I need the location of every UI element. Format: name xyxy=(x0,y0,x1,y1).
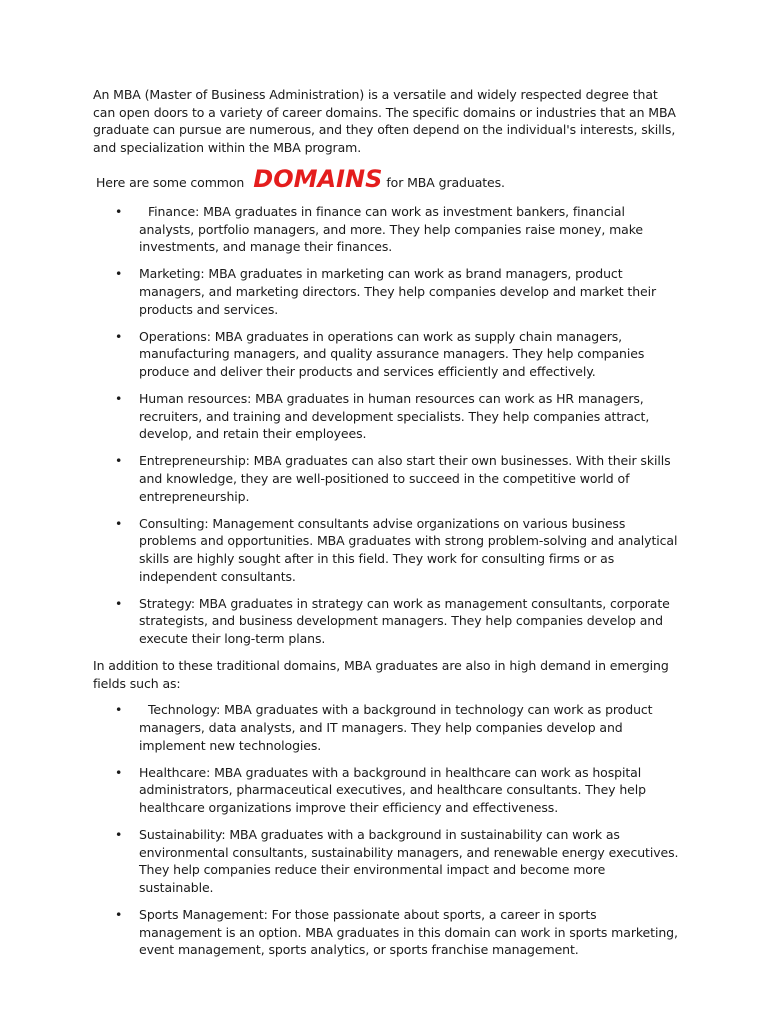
list-item-strategy xyxy=(93,595,683,648)
list-item-entrepreneurship xyxy=(93,452,683,505)
bullet-icon: • xyxy=(115,391,123,407)
list-item-technology xyxy=(93,701,683,754)
bullet-icon: • xyxy=(115,203,123,219)
lead-text-before: Here are some common xyxy=(96,175,245,191)
list-item-text: Human resources: MBA graduates in human resources can work as HR managers, recruiters, and training and development specialists. They help companies attract, develop, and retain their employees. xyxy=(139,391,650,442)
bullet-icon: • xyxy=(115,827,123,843)
bullet-icon: • xyxy=(115,328,123,344)
list-item-text: Strategy: MBA graduates in strategy can work as management consultants, corporate strategists, and business development managers. They help companies develop and execute their long-term plans. xyxy=(139,595,670,646)
list-item-text: Healthcare: MBA graduates with a background in healthcare can work as hospital administrators, pharmaceutical executives, and healthcare consultants. They help healthcare organizations improve their efficiency and effectiveness. xyxy=(139,764,646,815)
intro-paragraph: An MBA (Master of Business Administration) is a versatile and widely respected degree that can open doors to a variety of career domains. The specific domains or industries that an MBA graduate can pursue are numerous, and they often depend on the individual's interests, skills, and specialization within the MBA program. xyxy=(93,87,676,155)
list-item-text: Sustainability: MBA graduates with a background in sustainability can work as environmental consultants, sustainability managers, and renewable energy executives. They help companies reduce their environmental impact and become more sustainable. xyxy=(139,827,679,895)
list-item-operations xyxy=(93,328,683,381)
bullet-icon: • xyxy=(115,453,123,469)
list-item-sustainability xyxy=(93,826,683,896)
bullet-icon: • xyxy=(115,764,123,780)
document-page xyxy=(93,86,683,968)
domains-lead-line xyxy=(96,167,683,192)
bullet-icon: • xyxy=(115,266,123,282)
lead-text-after: for MBA graduates. xyxy=(386,175,505,191)
domains-highlight: DOMAINS xyxy=(253,165,383,194)
list-item-text: Finance: MBA graduates in finance can work as investment bankers, financial analysts, portfolio managers, and more. They help companies raise money, make investments, and manage their finances. xyxy=(139,203,644,255)
list-item-sports-management xyxy=(93,906,683,959)
list-item-text: Sports Management: For those passionate about sports, a career in sports management is an option. MBA graduates in this domain can work in sports marketing, event management, sports analytics, or sports franchise management. xyxy=(139,907,678,958)
bullet-icon: • xyxy=(115,595,123,611)
traditional-domains-list xyxy=(93,203,683,648)
list-item-marketing xyxy=(93,265,683,318)
bullet-icon: • xyxy=(115,702,123,718)
list-item-text: Entrepreneurship: MBA graduates can also start their own businesses. With their skills and knowledge, they are well-positioned to succeed in the competitive world of entrepreneurship. xyxy=(139,453,671,504)
list-item-text: Consulting: Management consultants advise organizations on various business problems and opportunities. MBA graduates with strong problem-solving and analytical skills are highly sought after in this field. They work for consulting firms or as independent consultants. xyxy=(139,515,678,584)
list-item-finance xyxy=(93,203,683,256)
list-item-human-resources xyxy=(93,390,683,443)
list-item-text: Technology: MBA graduates with a background in technology can work as product managers, data analysts, and IT managers. They help companies develop and implement new technologies. xyxy=(139,702,653,753)
list-item-text: Marketing: MBA graduates in marketing can work as brand managers, product managers, and marketing directors. They help companies develop and market their products and services. xyxy=(139,266,657,317)
bullet-icon: • xyxy=(115,907,123,923)
list-item-healthcare xyxy=(93,764,683,817)
emerging-domains-list xyxy=(93,701,683,959)
emerging-fields-paragraph: In addition to these traditional domains, MBA graduates are also in high demand in emerging fields such as: xyxy=(93,658,669,691)
bullet-icon: • xyxy=(115,515,123,531)
list-item-text: Operations: MBA graduates in operations can work as supply chain managers, manufacturing managers, and quality assurance managers. They help companies produce and deliver their products and services efficiently and effectively. xyxy=(139,328,645,379)
list-item-consulting xyxy=(93,515,683,585)
